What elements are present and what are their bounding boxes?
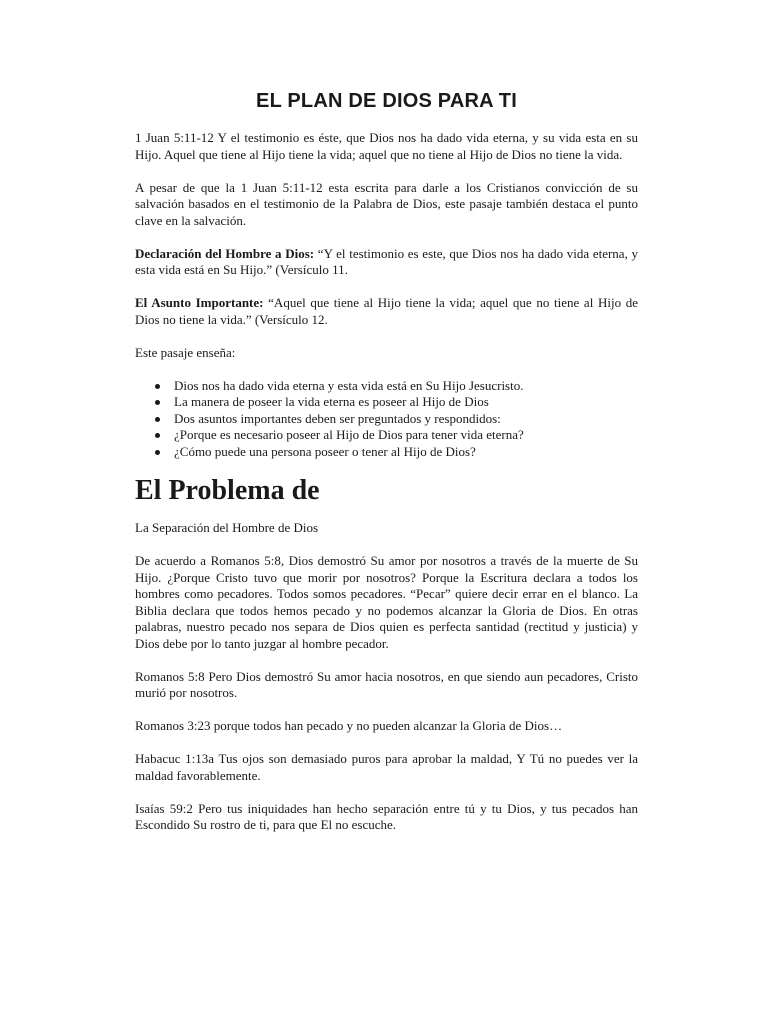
section-heading: El Problema de [135,475,320,506]
declaration-label: Declaración del Hombre a Dios: [135,245,315,261]
list-item [155,411,638,428]
list-item [155,444,638,461]
section-paragraph-5: Isaías 59:2 Pero tus iniquidades han hecho separación entre tú y tu Dios, y tus pecados han Escondido Su rostro de ti, para que El no escuche. [135,800,638,832]
bullet-icon [155,384,160,389]
section-paragraph-4: Habacuc 1:13a Tus ojos son demasiado puros para aprobar la maldad, Y Tú no puedes ver la maldad favorablemente. [135,751,638,783]
list-item [155,427,638,444]
list-item-text: Dos asuntos importantes deben ser preguntados y respondidos: [174,410,501,426]
issue-label: El Asunto Importante: [135,295,264,310]
list-item-text: ¿Cómo puede una persona poseer o tener al Hijo de Dios? [174,443,476,459]
declaration-text: “Y el testimonio es este, que Dios nos ha dado vida eterna, y esta vida está en Su Hijo.” (Versículo 11. [135,245,639,277]
section-paragraph-2: Romanos 5:8 Pero Dios demostró Su amor hacia nosotros, en que siendo aun pecadores, Cristo murió por nosotros. [135,668,638,700]
declaration-paragraph [135,246,638,279]
document-page [135,88,638,850]
teaches-intro: Este pasaje enseña: [135,344,236,360]
bullet-icon [155,450,160,455]
list-item [155,378,638,395]
intro-paragraph-1: 1 Juan 5:11-12 Y el testimonio es éste, que Dios nos ha dado vida eterna, y su vida esta en su Hijo. Aquel que tiene al Hijo tiene la vida; aquel que no tiene al Hijo de Dios no tiene la vida. [135,130,638,162]
list-item-text: La manera de poseer la vida eterna es poseer al Hijo de Dios [174,394,489,409]
section-paragraph-1: De acuerdo a Romanos 5:8, Dios demostró Su amor por nosotros a través de la muerte de Su Hijo. ¿Porque Cristo tuvo que morir por nosotros? Porque la Escritura declara a todos los hombres como pecadores. Todos somos pecadores. “Pecar” quiere decir errar en el blanco. La Biblia declara que todos hemos pecado y no podemos alcanzar la Gloria de Dios. En otras palabras, nuestro pecado nos separa de Dios quien es perfecta santidad (rectitud y justicia) y Dios debe por lo tanto juzgar al hombre pecador. [135,553,638,651]
intro-paragraph-2: A pesar de que la 1 Juan 5:11-12 esta escrita para darle a los Cristianos convicción de su salvación basados en el testimonio de la Palabra de Dios, este pasaje también destaca el punto clave en la salvación. [135,179,638,228]
issue-text: “Aquel que tiene al Hijo tiene la vida; aquel que no tiene al Hijo de Dios no tiene la vida.” (Versículo 12. [135,295,638,327]
list-item-text: Dios nos ha dado vida eterna y esta vida está en Su Hijo Jesucristo. [174,377,524,393]
list-item [155,394,638,411]
bullet-icon [155,433,160,438]
bullet-icon [155,400,160,405]
issue-paragraph [135,295,638,328]
list-item-text: ¿Porque es necesario poseer al Hijo de Dios para tener vida eterna? [174,427,524,442]
bullet-icon [155,417,160,422]
section-subtitle: La Separación del Hombre de Dios [135,520,319,535]
document-title: EL PLAN DE DIOS PARA TI [256,90,517,112]
section-paragraph-3: Romanos 3:23 porque todos han pecado y no pueden alcanzar la Gloria de Dios… [135,718,563,733]
teachings-list [135,378,638,461]
